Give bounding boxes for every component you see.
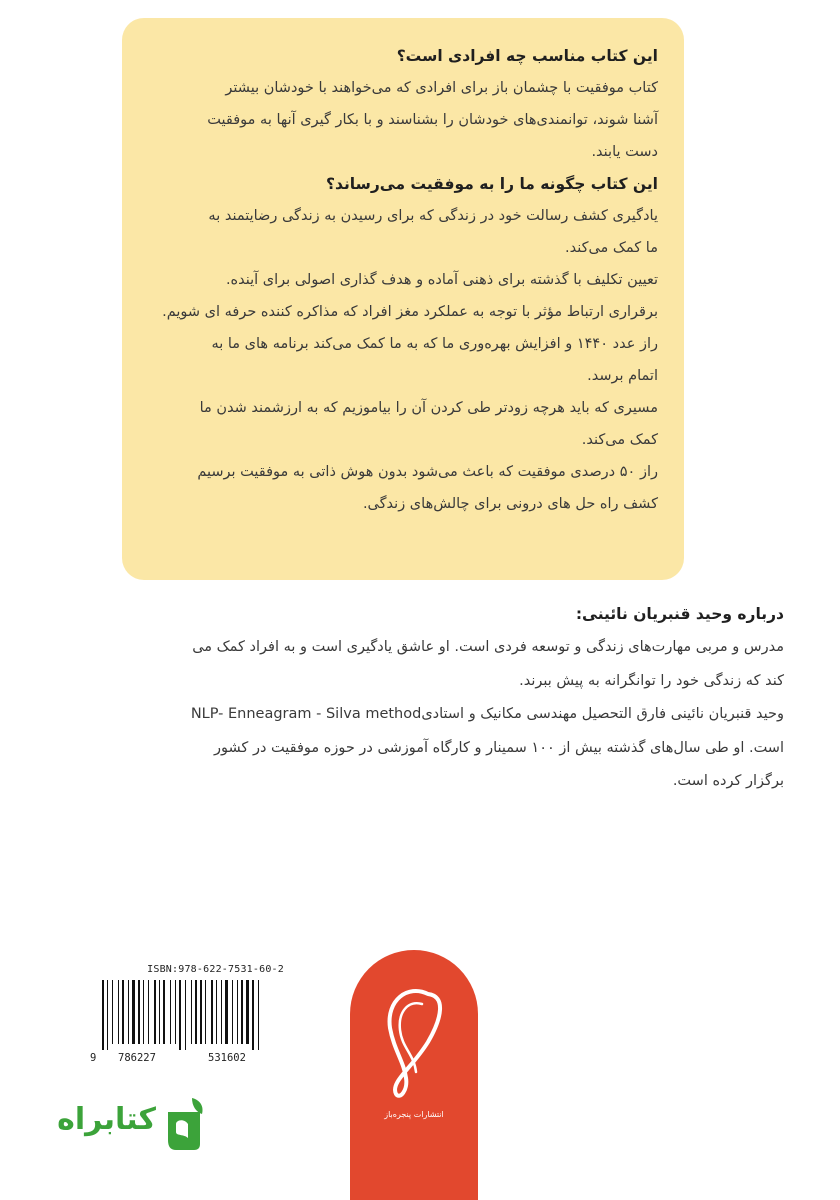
kitabrah-logo-icon bbox=[162, 1094, 208, 1152]
barcode-bar bbox=[246, 980, 249, 1044]
barcode-bar bbox=[102, 980, 104, 1050]
barcode-bar bbox=[237, 980, 238, 1044]
barcode-bar bbox=[107, 980, 108, 1050]
barcode-bar bbox=[258, 980, 259, 1050]
barcode-bar bbox=[191, 980, 192, 1044]
section-line: راز عدد ۱۴۴۰ و افزایش بهره‌وری ما که به ما کمک می‌کند برنامه های ما به bbox=[211, 336, 658, 352]
barcode-digits-right: 531602 bbox=[208, 1052, 246, 1064]
barcode-bar bbox=[195, 980, 197, 1044]
barcode-bar bbox=[216, 980, 217, 1044]
author-about bbox=[60, 598, 784, 799]
section-line: راز ۵۰ درصدی موفقیت که باعث می‌شود بدون هوش ذاتی به موفقیت برسیم bbox=[197, 464, 658, 480]
barcode-bar bbox=[170, 980, 171, 1044]
section-line: کمک می‌کند. bbox=[581, 432, 658, 448]
section-heading-audience: این کتاب مناسب چه افرادی است؟ bbox=[396, 47, 658, 65]
barcode-bar bbox=[128, 980, 129, 1044]
section-line: دست یابند. bbox=[591, 144, 658, 160]
isbn-barcode bbox=[90, 964, 288, 1072]
barcode-bar bbox=[118, 980, 119, 1044]
isbn-label: ISBN:978-622-7531-60-2 bbox=[147, 964, 284, 975]
kitabrah-wordmark: کتابراه bbox=[57, 1102, 156, 1137]
barcode-bar bbox=[200, 980, 202, 1044]
author-line: کند که زندگی خود را توانگرانه به پیش ببرند. bbox=[519, 672, 784, 689]
barcode-bar bbox=[211, 980, 213, 1044]
kitabrah-brand[interactable] bbox=[44, 1094, 212, 1154]
barcode-bar bbox=[143, 980, 144, 1044]
author-line: برگزار کرده است. bbox=[672, 773, 784, 789]
barcode-bar bbox=[252, 980, 254, 1050]
barcode-bar bbox=[159, 980, 160, 1044]
barcode-bar bbox=[163, 980, 165, 1044]
section-heading-how: این کتاب چگونه ما را به موفقیت می‌رساند؟ bbox=[326, 175, 658, 193]
description-box bbox=[122, 18, 684, 580]
barcode-lead-digit: 9 bbox=[90, 1052, 97, 1064]
section-line: کتاب موفقیت با چشمان باز برای افرادی که می‌خواهند با خودشان بیشتر bbox=[225, 80, 658, 96]
barcode-bar bbox=[179, 980, 181, 1050]
barcode-bar bbox=[225, 980, 228, 1044]
section-line: مسیری که باید هرچه زودتر طی کردن آن را بیاموزیم که به ارزشمند شدن ما bbox=[199, 400, 658, 416]
barcode-bar bbox=[112, 980, 113, 1044]
section-line: اتمام برسد. bbox=[587, 368, 658, 384]
section-line: کشف راه حل های درونی برای چالش‌های زندگی. bbox=[362, 496, 658, 512]
barcode-bar bbox=[241, 980, 243, 1044]
author-line: است. او طی سال‌های گذشته بیش از ۱۰۰ سمینار و کارگاه آموزشی در حوزه موفقیت در کشور bbox=[214, 739, 784, 756]
publisher-logo bbox=[350, 950, 478, 1200]
barcode-bar bbox=[122, 980, 124, 1044]
barcode-bar bbox=[205, 980, 206, 1044]
barcode-bar bbox=[232, 980, 233, 1044]
barcode-bars bbox=[100, 980, 288, 1052]
author-heading: درباره وحید قنبریان نائینی: bbox=[575, 605, 784, 623]
author-line: مدرس و مربی مهارت‌های زندگی و توسعه فردی است. او عاشق یادگیری است و به افراد کمک می bbox=[192, 639, 784, 655]
barcode-bar bbox=[221, 980, 222, 1044]
publisher-swirl-logo-icon bbox=[350, 950, 478, 1200]
section-line: ما کمک می‌کند. bbox=[564, 240, 658, 256]
section-line: آشنا شوند، توانمندی‌های خودشان را بشناسند و با بکار گیری آنها به موفقیت bbox=[207, 112, 658, 128]
barcode-bar bbox=[175, 980, 176, 1044]
barcode-bar bbox=[138, 980, 140, 1044]
author-line: وحید قنبریان نائینی فارق التحصیل مهندسی مکانیک و استادیNLP- Enneagram - Silva method bbox=[190, 706, 784, 722]
section-line: برقراری ارتباط مؤثر با توجه به عملکرد مغز افراد که مذاکره کننده حرفه ای شویم. bbox=[162, 304, 658, 320]
section-line: تعیین تکلیف با گذشته برای ذهنی آماده و هدف گذاری اصولی برای آینده. bbox=[225, 272, 658, 288]
publisher-caption: انتشارات پنجره‌باز bbox=[384, 1110, 444, 1119]
barcode-digits-left: 786227 bbox=[118, 1052, 156, 1064]
section-line: یادگیری کشف رسالت خود در زندگی که برای رسیدن به زندگی رضایتمند به bbox=[208, 208, 658, 224]
barcode-bar bbox=[154, 980, 156, 1044]
barcode-bar bbox=[185, 980, 186, 1050]
barcode-bar bbox=[132, 980, 135, 1044]
barcode-bar bbox=[148, 980, 149, 1044]
